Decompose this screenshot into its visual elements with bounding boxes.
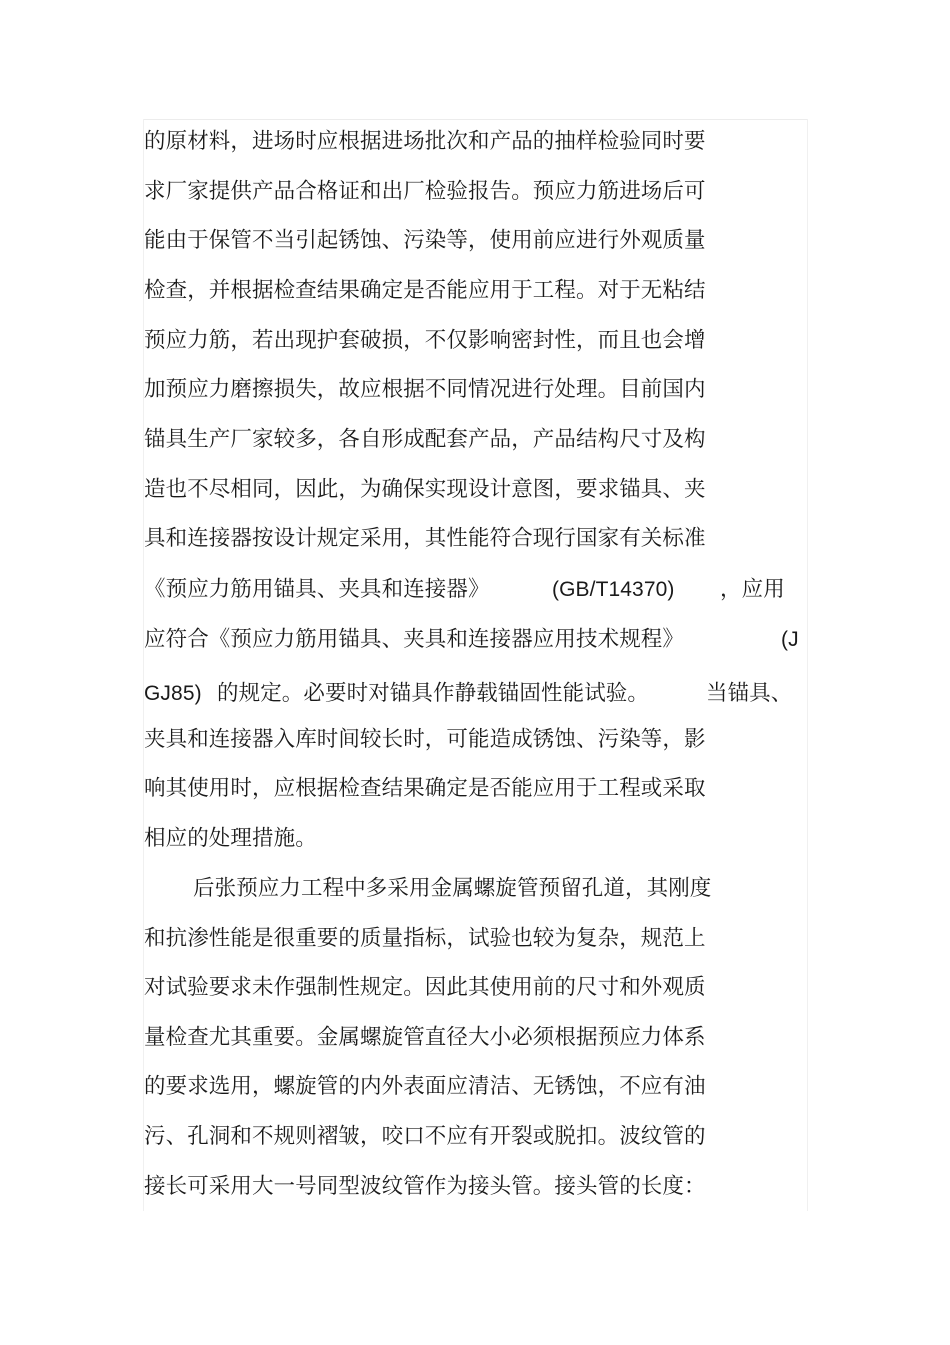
standard-code: (GB/T14370) [552,578,675,601]
paragraph-first-line: 后张预应力工程中多采用金属螺旋管预留孔道，其刚度 [193,876,712,901]
text-line: 相应的处理措施。 [144,826,317,851]
regulation-code-end: GJ85) [144,682,202,705]
text-line: 接长可采用大一号同型波纹管作为接头管。接头管的长度： [144,1174,706,1199]
text-line: 的原材料，进场时应根据进场批次和产品的抽样检验同时要 [144,129,706,154]
text-line: 造也不尽相同，因此，为确保实现设计意图，要求锚具、夹 [144,477,706,502]
text-line: 求厂家提供产品合格证和出厂检验报告。预应力筋进场后可 [144,179,706,204]
text-line: 和抗渗性能是很重要的质量指标，试验也较为复杂，规范上 [144,926,706,951]
text-line: 能由于保管不当引起锈蚀、污染等，使用前应进行外观质量 [144,228,706,253]
text-line: 锚具生产厂家较多，各自形成配套产品，产品结构尺寸及构 [144,427,706,452]
text-line-regulation-end [144,679,808,709]
regulation-title: 应符合《预应力筋用锚具、夹具和连接器应用技术规程》 [144,627,685,652]
text-line: 夹具和连接器入库时间较长时，可能造成锈蚀、污染等，影 [144,727,706,752]
page-frame-top [143,119,808,120]
text-fragment: 当锚具、 [706,681,793,706]
page-frame-right [807,119,808,1211]
text-fragment: ，应用 [720,577,785,602]
text-line: 具和连接器按设计规定采用，其性能符合现行国家有关标准 [144,526,706,551]
text-line: 污、孔洞和不规则褶皱，咬口不应有开裂或脱扣。波纹管的 [144,1124,706,1149]
text-fragment: 的规定。必要时对锚具作静载锚固性能试验。 [217,681,650,706]
text-line: 对试验要求未作强制性规定。因此其使用前的尺寸和外观质 [144,975,706,1000]
text-line: 加预应力磨擦损失，故应根据不同情况进行处理。目前国内 [144,377,706,402]
text-line: 量检查尤其重要。金属螺旋管直径大小必须根据预应力体系 [144,1025,706,1050]
text-line: 的要求选用，螺旋管的内外表面应清洁、无锈蚀，不应有油 [144,1074,706,1099]
text-line: 预应力筋，若出现护套破损，不仅影响密封性，而且也会增 [144,328,706,353]
text-line: 检查，并根据检查结果确定是否能应用于工程。对于无粘结 [144,278,706,303]
standard-title: 《预应力筋用锚具、夹具和连接器》 [144,577,490,602]
text-line-regulation-ref [144,625,808,655]
text-line: 响其使用时，应根据检查结果确定是否能应用于工程或采取 [144,776,706,801]
regulation-code-start: (J [781,628,799,651]
text-line-standard-ref [144,575,808,605]
